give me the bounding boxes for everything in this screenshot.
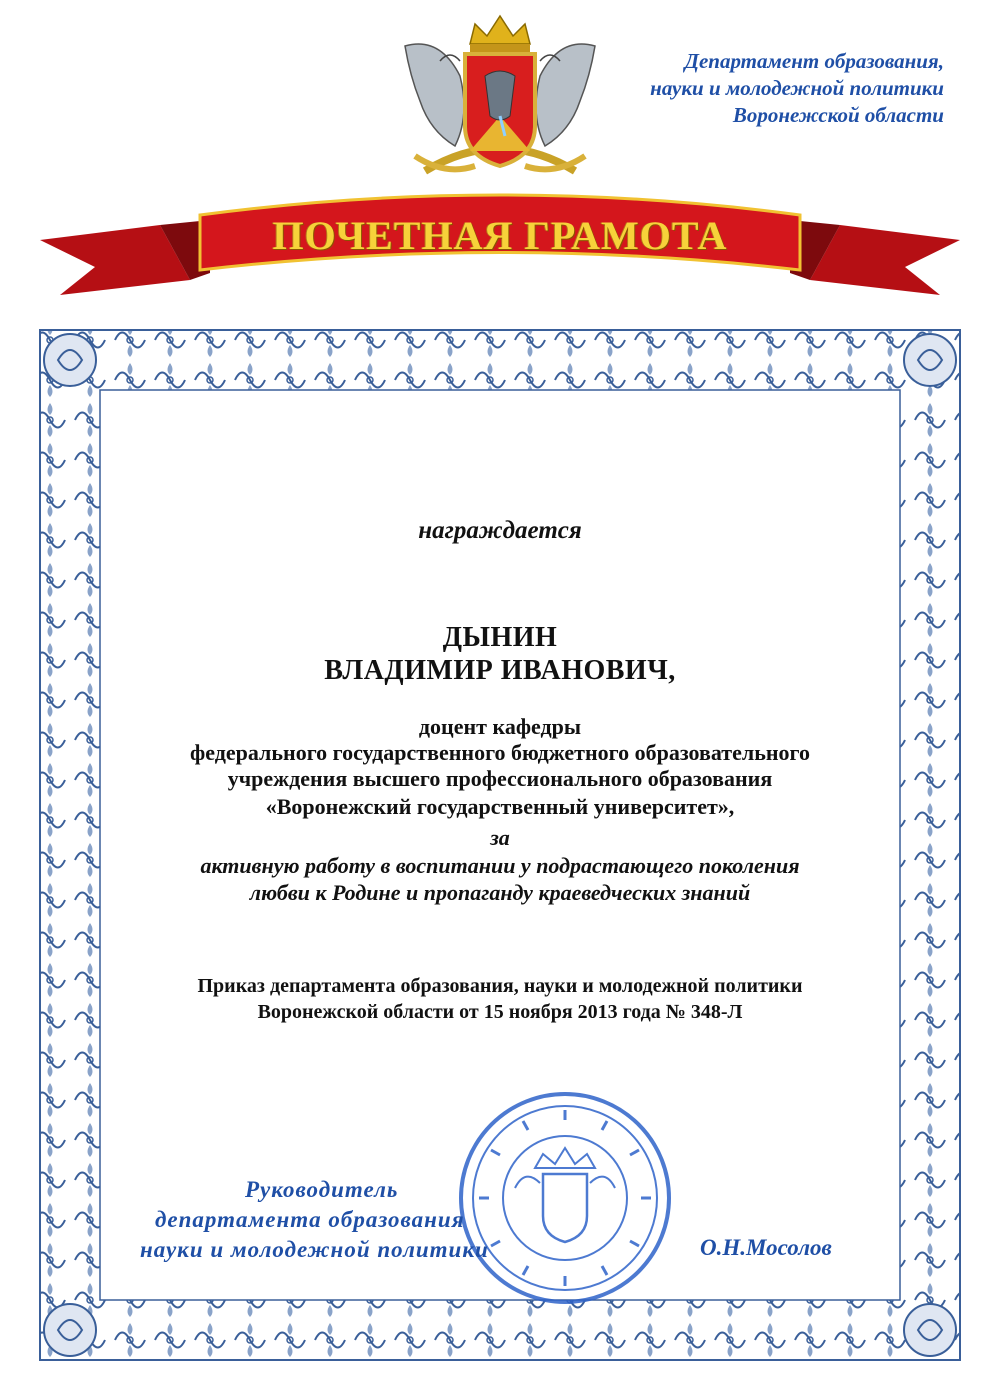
order-line: Воронежской области от 15 ноября 2013 года № 348-Л <box>257 1001 743 1023</box>
signatory-title-line: Руководитель <box>245 1177 399 1202</box>
issuer-line-3: Воронежской области <box>732 103 944 127</box>
document-title: ПОЧЕТНАЯ ГРАМОТА <box>272 213 728 258</box>
for-label: за <box>490 825 510 850</box>
signatory-name: О.Н.Мосолов <box>700 1235 832 1260</box>
position-line: учреждения высшего профессионального образования <box>227 766 773 791</box>
reason-line: активную работу в воспитании у подрастающего поколения <box>200 853 800 878</box>
issuer-block <box>564 48 944 129</box>
official-seal-icon <box>455 1088 675 1308</box>
signatory-title-line: департамента образования <box>155 1207 465 1232</box>
signatory-title-line: науки и молодежной политики <box>140 1237 489 1262</box>
position-line: федерального государственного бюджетного образовательного <box>190 740 810 765</box>
issuer-line-2: науки и молодежной политики <box>650 76 944 100</box>
position-line: доцент кафедры <box>418 714 582 739</box>
recipient-given-names: ВЛАДИМИР ИВАНОВИЧ, <box>324 655 676 686</box>
reason-line: любви к Родине и пропаганду краеведческих знаний <box>249 880 751 905</box>
position-line: «Воронежский государственный университет», <box>265 794 735 819</box>
issuer-line-1: Департамент образования, <box>684 49 944 73</box>
order-line: Приказ департамента образования, науки и молодежной политики <box>197 975 803 997</box>
awarded-label: награждается <box>418 517 582 544</box>
recipient-surname: ДЫНИН <box>442 622 558 653</box>
